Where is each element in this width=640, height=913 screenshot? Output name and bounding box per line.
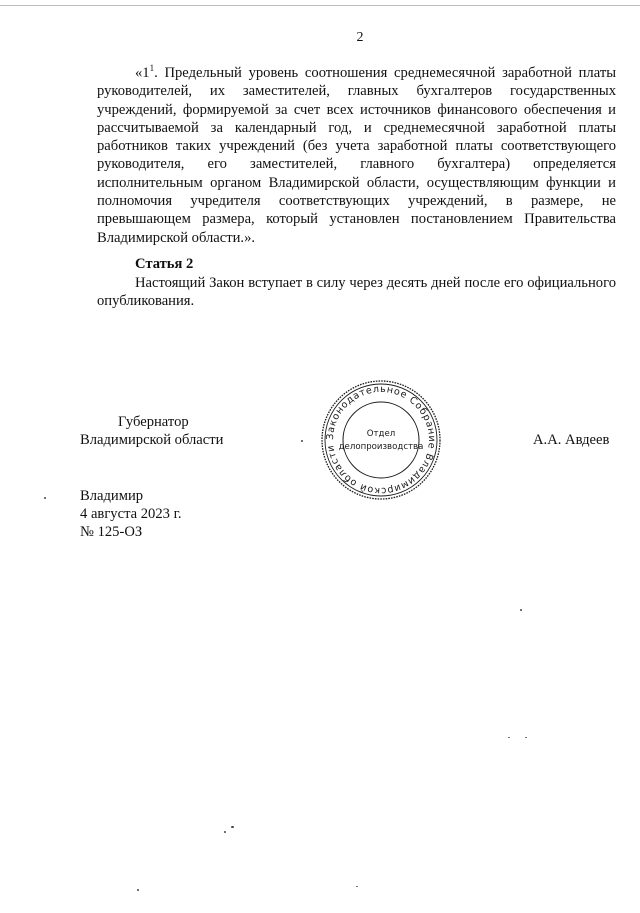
scan-speck [44, 497, 46, 499]
scan-speck [356, 886, 358, 887]
paragraph-1-text: . Предельный уровень соотношения среднемесячной заработной платы руководителей, их заместителей, главных бухгалтеров государственных учреждений, формируемой за счет всех источников финансового обеспечения и рассчитываемой за календарный год, и среднемесячной заработной платы работников таких учреждений (без учета заработной платы соответствующего руководителя, его заместителей, главного бухгалтера) определяется исполнительным органом Владимирской области, осуществляющим функции и полномочия учредителя соответствующих учреждений, в размере, не превышающем размера, который установлен постановлением Правительства Владимирской области.». [97, 65, 616, 246]
law-number: № 125-ОЗ [80, 524, 143, 540]
article-2-title: Статья 2 [135, 256, 194, 272]
official-seal-stamp [319, 378, 443, 502]
signatory-title: Губернатор [118, 414, 189, 430]
paragraph-1-prefix: «1 [135, 65, 150, 81]
seal-outer-ring [322, 381, 440, 499]
scan-speck [525, 737, 527, 738]
seal-ring-text: Законодательное Собрание Владимирской области [324, 383, 438, 497]
scan-speck [224, 831, 226, 833]
scan-speck [137, 889, 139, 891]
paragraph-1-superscript: 1 [149, 63, 155, 73]
signing-date: 4 августа 2023 г. [80, 506, 182, 522]
article-2-text: Настоящий Закон вступает в силу через десять дней после его официального опубликования. [97, 275, 616, 310]
signing-place: Владимир [80, 488, 144, 504]
seal-center-line-1: Отдел [366, 429, 396, 439]
scan-speck [301, 440, 303, 442]
paragraph-1 [97, 64, 616, 247]
signatory-region: Владимирской области [80, 432, 224, 448]
seal-center-line-2: делопроизводства [338, 442, 424, 452]
signatory-name: А.А. Авдеев [533, 432, 610, 448]
top-divider [0, 5, 640, 6]
seal-inner-ring [343, 402, 419, 478]
scan-speck [520, 609, 522, 611]
page-number: 2 [356, 30, 364, 45]
scan-speck [508, 737, 510, 738]
scan-speck [231, 826, 234, 828]
